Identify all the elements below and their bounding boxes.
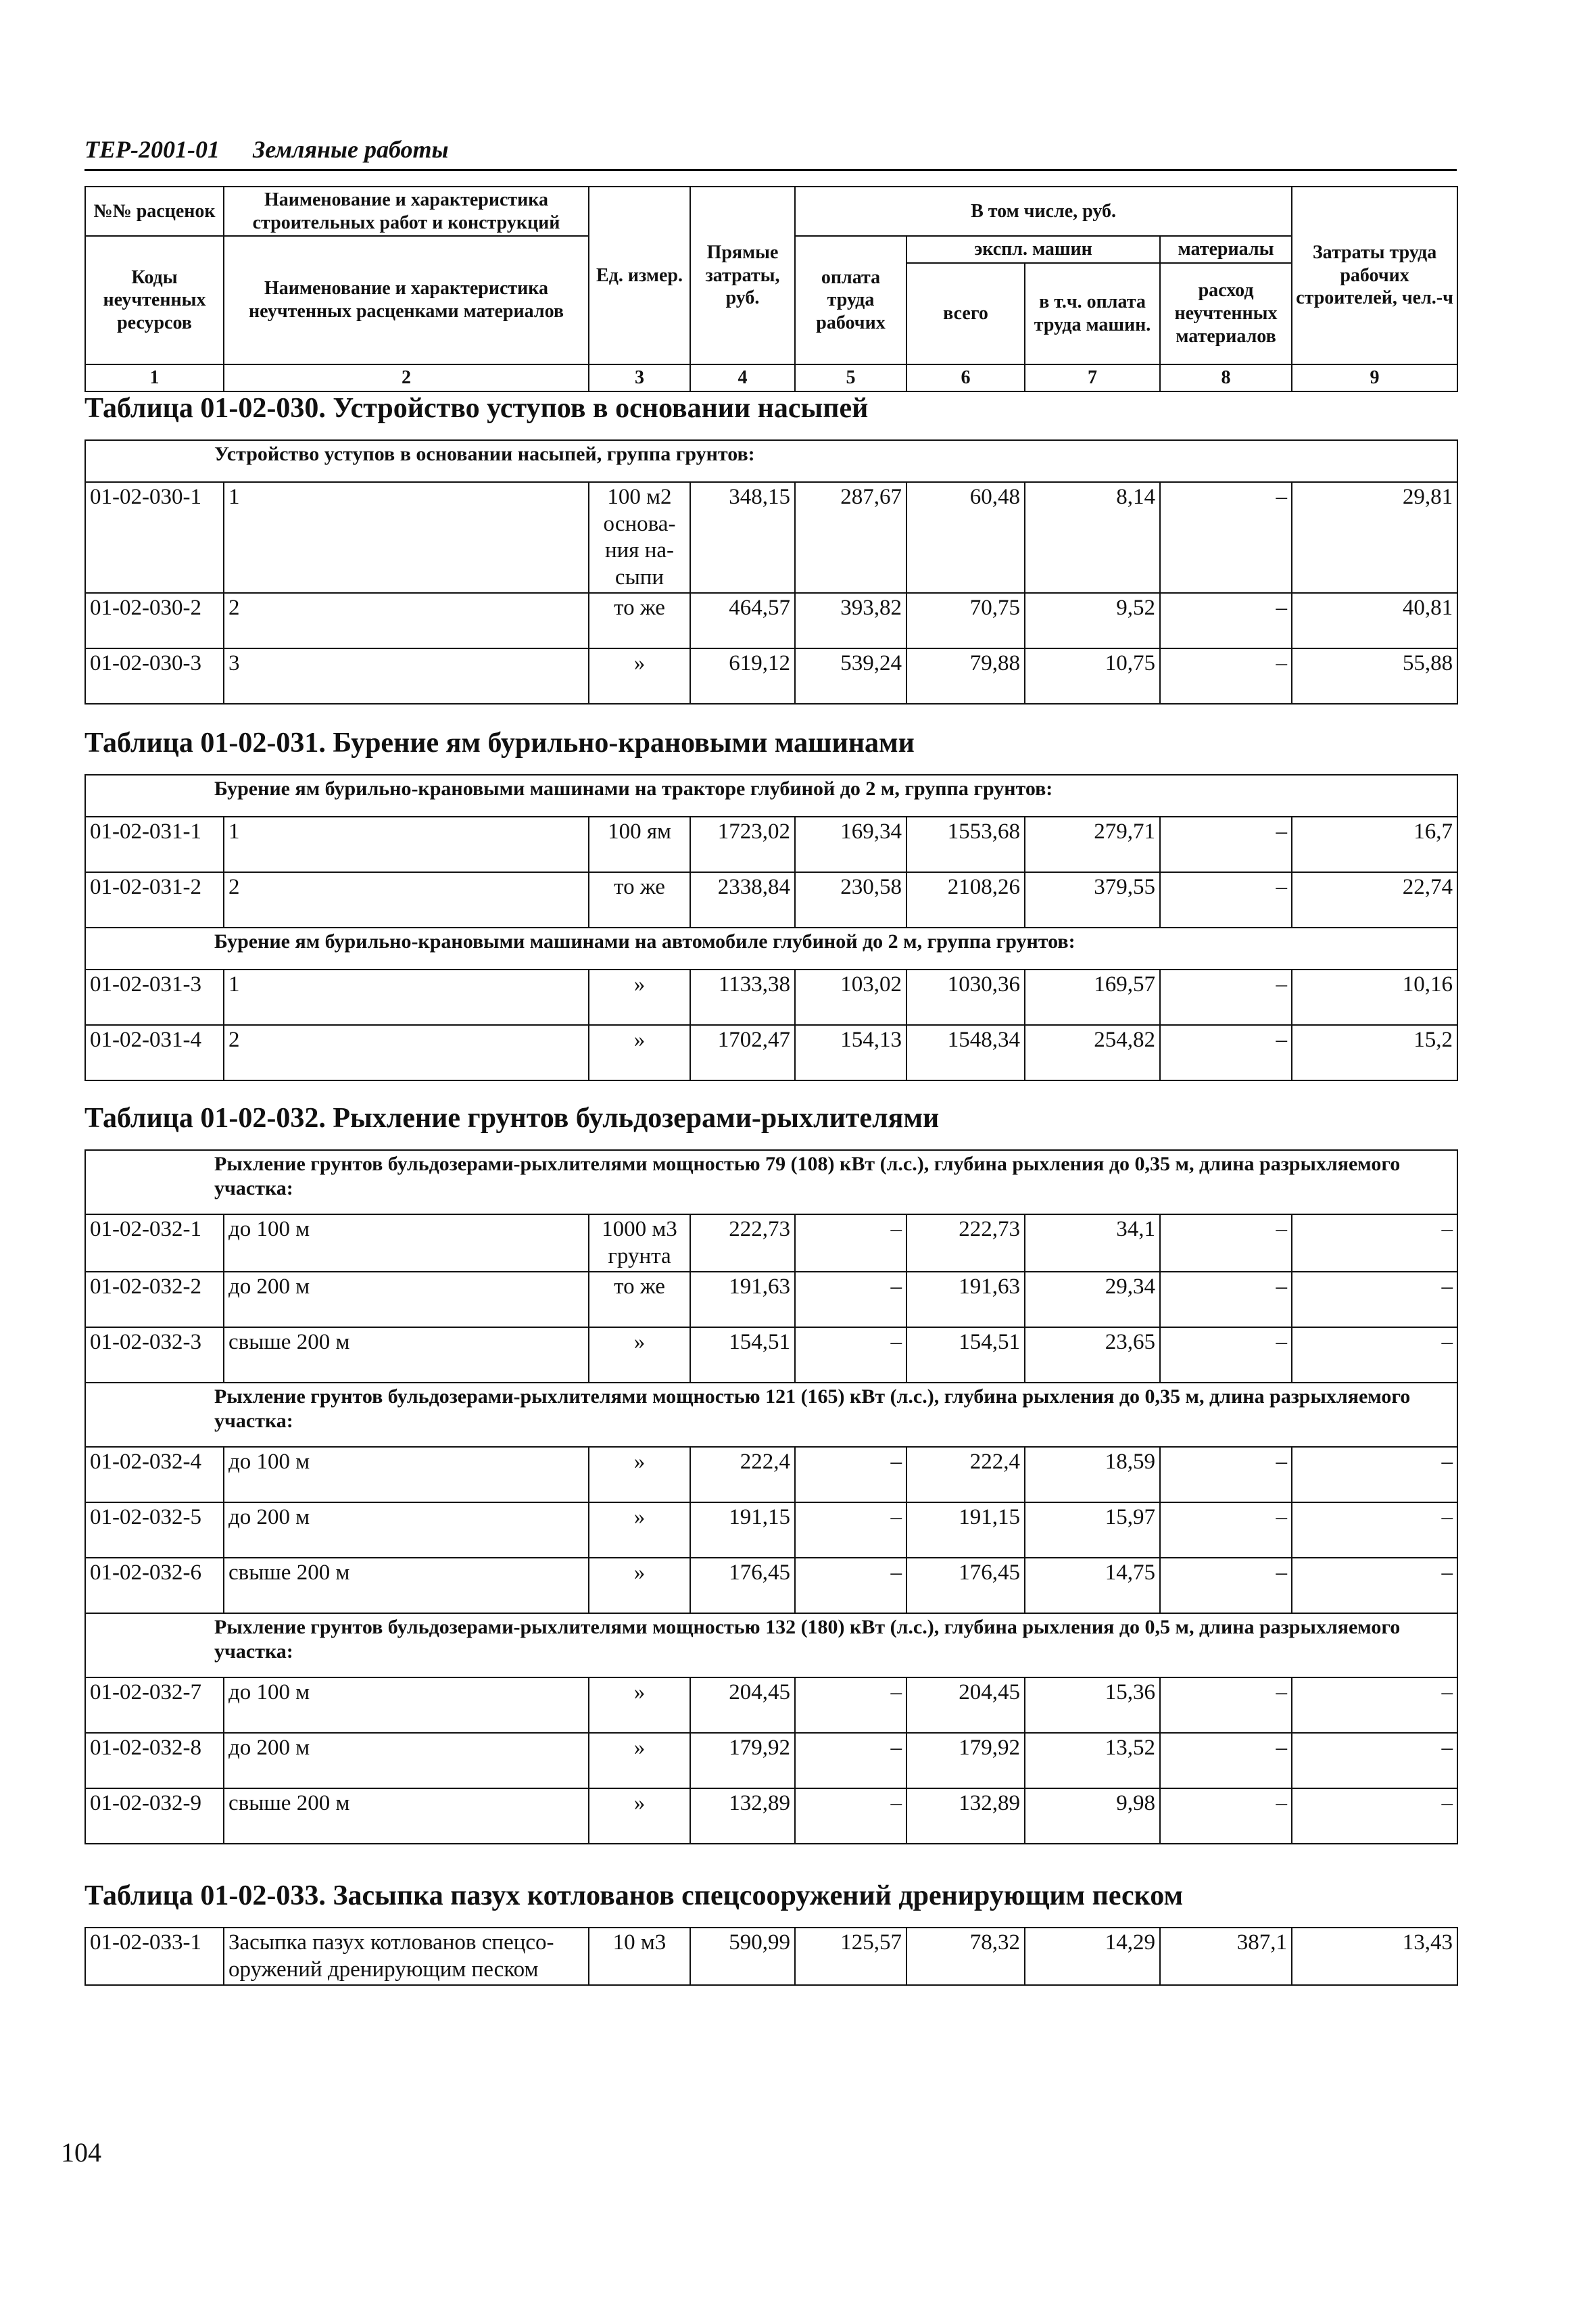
unit: 100 ям	[589, 817, 690, 872]
column-number: 8	[1160, 364, 1292, 391]
rate-code: 01-02-030-1	[85, 482, 224, 593]
unit: »	[589, 1558, 690, 1613]
unit: »	[589, 648, 690, 704]
labor-costs: 40,81	[1292, 593, 1457, 648]
machines-total: 132,89	[906, 1788, 1025, 1844]
running-header	[84, 135, 1457, 164]
header-rule	[84, 169, 1457, 171]
table-row	[85, 1447, 1457, 1502]
machines-total: 78,32	[906, 1928, 1025, 1985]
direct-costs: 222,4	[690, 1447, 795, 1502]
rate-name: до 100 м	[224, 1447, 589, 1502]
machines-labor-pay: 18,59	[1025, 1447, 1160, 1502]
unit: »	[589, 1447, 690, 1502]
rate-code: 01-02-032-9	[85, 1788, 224, 1844]
labor-costs: –	[1292, 1733, 1457, 1788]
table-row	[85, 1327, 1457, 1383]
labor-costs: 22,74	[1292, 872, 1457, 928]
unit: »	[589, 1025, 690, 1080]
rate-code: 01-02-032-2	[85, 1272, 224, 1327]
table-row	[85, 1272, 1457, 1327]
unit: то же	[589, 593, 690, 648]
machines-labor-pay: 8,14	[1025, 482, 1160, 593]
machines-labor-pay: 34,1	[1025, 1214, 1160, 1272]
direct-costs: 2338,84	[690, 872, 795, 928]
direct-costs: 132,89	[690, 1788, 795, 1844]
labor-costs-dash: –	[1160, 817, 1292, 872]
header-name-materials: Наименование и характеристика неучтенных расценками материалов	[224, 236, 589, 364]
rate-code: 01-02-032-1	[85, 1214, 224, 1272]
rate-code: 01-02-030-2	[85, 593, 224, 648]
labor-costs: –	[1292, 1677, 1457, 1733]
machines-total: 179,92	[906, 1733, 1025, 1788]
group-heading-row	[85, 928, 1457, 970]
rate-code: 01-02-032-4	[85, 1447, 224, 1502]
labor-costs: –	[1292, 1214, 1457, 1272]
page-number: 104	[61, 2137, 101, 2168]
rate-code: 01-02-032-7	[85, 1677, 224, 1733]
labor-pay: –	[795, 1272, 906, 1327]
labor-costs-dash: –	[1160, 1327, 1292, 1383]
rate-code: 01-02-031-2	[85, 872, 224, 928]
direct-costs: 1702,47	[690, 1025, 795, 1080]
machines-labor-pay: 169,57	[1025, 970, 1160, 1025]
unit: »	[589, 1733, 690, 1788]
table-033	[84, 1927, 1458, 1986]
table-title-030: Таблица 01-02-030. Устройство уступов в основании насыпей	[84, 393, 869, 424]
machines-labor-pay: 254,82	[1025, 1025, 1160, 1080]
header-name: Наименование и характеристика строительных работ и конструкций	[224, 187, 589, 236]
labor-pay: 393,82	[795, 593, 906, 648]
header-labor-costs: Затраты труда рабочих строителей, чел.-ч	[1292, 187, 1457, 364]
rate-name: 1	[224, 482, 589, 593]
machines-total: 60,48	[906, 482, 1025, 593]
table-row	[85, 1025, 1457, 1080]
column-number: 7	[1025, 364, 1160, 391]
table-title-033: Таблица 01-02-033. Засыпка пазух котлованов спецсооружений дренирующим песком	[84, 1880, 1184, 1911]
rate-code: 01-02-031-4	[85, 1025, 224, 1080]
labor-costs-dash: –	[1160, 648, 1292, 704]
labor-costs-dash: –	[1160, 970, 1292, 1025]
labor-pay: –	[795, 1558, 906, 1613]
table-row	[85, 1214, 1457, 1272]
table-row	[85, 872, 1457, 928]
direct-costs: 154,51	[690, 1327, 795, 1383]
table-row	[85, 482, 1457, 593]
header-direct-costs: Прямые затраты, руб.	[690, 187, 795, 364]
labor-costs-dash: –	[1160, 872, 1292, 928]
machines-labor-pay: 279,71	[1025, 817, 1160, 872]
header-machines: экспл. машин	[906, 236, 1160, 263]
labor-costs-dash: –	[1160, 1733, 1292, 1788]
rate-code: 01-02-032-5	[85, 1502, 224, 1558]
rate-name: до 200 м	[224, 1502, 589, 1558]
unit: »	[589, 1502, 690, 1558]
table-title-031: Таблица 01-02-031. Бурение ям бурильно-крановыми машинами	[84, 727, 915, 759]
column-number: 5	[795, 364, 906, 391]
labor-costs: 16,7	[1292, 817, 1457, 872]
table-032	[84, 1149, 1458, 1844]
direct-costs: 191,63	[690, 1272, 795, 1327]
header-materials: материалы	[1160, 236, 1292, 263]
table-032-body	[85, 1150, 1457, 1844]
rate-name: 2	[224, 593, 589, 648]
labor-costs-dash: –	[1160, 482, 1292, 593]
direct-costs: 204,45	[690, 1677, 795, 1733]
unit: 100 м2 основа-ния на-сыпи	[589, 482, 690, 593]
group-heading: Рыхление грунтов бульдозерами-рыхлителями мощностью 121 (165) кВт (л.с.), глубина рыхления до 0,35 м, длина разрыхляемого участка:	[85, 1383, 1457, 1447]
labor-costs-dash: –	[1160, 1558, 1292, 1613]
unit: 1000 м3 грунта	[589, 1214, 690, 1272]
group-heading: Рыхление грунтов бульдозерами-рыхлителями мощностью 132 (180) кВт (л.с.), глубина рыхления до 0,5 м, длина разрыхляемого участка:	[85, 1613, 1457, 1677]
labor-costs: 13,43	[1292, 1928, 1457, 1985]
unit: то же	[589, 1272, 690, 1327]
table-row	[85, 1558, 1457, 1613]
machines-total: 191,15	[906, 1502, 1025, 1558]
unit: то же	[589, 872, 690, 928]
header-machines-total: всего	[906, 263, 1025, 364]
machines-total: 1548,34	[906, 1025, 1025, 1080]
header-machines-labor: в т.ч. оплата труда машин.	[1025, 263, 1160, 364]
machines-labor-pay: 9,98	[1025, 1788, 1160, 1844]
table-031-body	[85, 775, 1457, 1080]
table-row	[85, 1733, 1457, 1788]
labor-costs: –	[1292, 1502, 1457, 1558]
header-materials-consumption: расход неучтенных материалов	[1160, 263, 1292, 364]
labor-pay: –	[795, 1733, 906, 1788]
unit: »	[589, 970, 690, 1025]
table-030-body	[85, 440, 1457, 704]
rate-name: 2	[224, 872, 589, 928]
machines-labor-pay: 29,34	[1025, 1272, 1160, 1327]
rate-name: до 200 м	[224, 1733, 589, 1788]
labor-costs: 29,81	[1292, 482, 1457, 593]
labor-costs: –	[1292, 1272, 1457, 1327]
unit: »	[589, 1788, 690, 1844]
column-number: 4	[690, 364, 795, 391]
labor-pay: 154,13	[795, 1025, 906, 1080]
labor-pay: –	[795, 1214, 906, 1272]
machines-labor-pay: 14,29	[1025, 1928, 1160, 1985]
direct-costs: 222,73	[690, 1214, 795, 1272]
labor-costs: 15,2	[1292, 1025, 1457, 1080]
machines-total: 222,4	[906, 1447, 1025, 1502]
labor-costs-dash: –	[1160, 1677, 1292, 1733]
machines-total: 191,63	[906, 1272, 1025, 1327]
machines-total: 70,75	[906, 593, 1025, 648]
header-unit: Ед. измер.	[589, 187, 690, 364]
machines-total: 154,51	[906, 1327, 1025, 1383]
machines-labor-pay: 13,52	[1025, 1733, 1160, 1788]
labor-pay: 287,67	[795, 482, 906, 593]
rate-code: 01-02-032-3	[85, 1327, 224, 1383]
labor-costs-dash: –	[1160, 1502, 1292, 1558]
rate-name: Засыпка пазух котлованов спецсо-оружений дренирующим песком	[224, 1928, 589, 1985]
machines-total: 204,45	[906, 1677, 1025, 1733]
table-030	[84, 439, 1458, 705]
group-heading: Рыхление грунтов бульдозерами-рыхлителями мощностью 79 (108) кВт (л.с.), глубина рыхления до 0,35 м, длина разрыхляемого участка:	[85, 1150, 1457, 1214]
direct-costs: 179,92	[690, 1733, 795, 1788]
rate-code: 01-02-032-8	[85, 1733, 224, 1788]
group-heading: Бурение ям бурильно-крановыми машинами на тракторе глубиной до 2 м, группа грунтов:	[85, 775, 1457, 817]
machines-labor-pay: 15,97	[1025, 1502, 1160, 1558]
rate-name: свыше 200 м	[224, 1327, 589, 1383]
table-row	[85, 970, 1457, 1025]
unit: 10 м3	[589, 1928, 690, 1985]
group-heading-row	[85, 775, 1457, 817]
group-heading-row	[85, 1383, 1457, 1447]
column-number: 1	[85, 364, 224, 391]
direct-costs: 1133,38	[690, 970, 795, 1025]
header-labor-pay: оплата труда рабочих	[795, 236, 906, 364]
group-heading-row	[85, 1613, 1457, 1677]
direct-costs: 176,45	[690, 1558, 795, 1613]
table-row	[85, 1502, 1457, 1558]
labor-costs-dash: –	[1160, 1788, 1292, 1844]
labor-costs-dash: –	[1160, 593, 1292, 648]
document-section-title: Земляные работы	[252, 136, 449, 163]
machines-labor-pay: 23,65	[1025, 1327, 1160, 1383]
direct-costs: 1723,02	[690, 817, 795, 872]
group-heading: Устройство уступов в основании насыпей, группа грунтов:	[85, 440, 1457, 482]
machines-labor-pay: 9,52	[1025, 593, 1160, 648]
labor-costs: –	[1292, 1447, 1457, 1502]
labor-pay: –	[795, 1677, 906, 1733]
header-rate-no: №№ расценок	[85, 187, 224, 236]
direct-costs: 590,99	[690, 1928, 795, 1985]
rate-name: свыше 200 м	[224, 1558, 589, 1613]
labor-costs-dash: –	[1160, 1025, 1292, 1080]
labor-costs: –	[1292, 1327, 1457, 1383]
direct-costs: 619,12	[690, 648, 795, 704]
rate-code: 01-02-033-1	[85, 1928, 224, 1985]
labor-costs: 10,16	[1292, 970, 1457, 1025]
column-header-table	[84, 186, 1458, 392]
labor-pay: 539,24	[795, 648, 906, 704]
rate-name: 2	[224, 1025, 589, 1080]
machines-total: 1553,68	[906, 817, 1025, 872]
labor-costs-dash: –	[1160, 1272, 1292, 1327]
machines-labor-pay: 379,55	[1025, 872, 1160, 928]
materials: 387,1	[1160, 1928, 1292, 1985]
rate-name: свыше 200 м	[224, 1788, 589, 1844]
group-heading-row	[85, 1150, 1457, 1214]
direct-costs: 464,57	[690, 593, 795, 648]
machines-total: 222,73	[906, 1214, 1025, 1272]
table-title-032: Таблица 01-02-032. Рыхление грунтов бульдозерами-рыхлителями	[84, 1103, 940, 1134]
direct-costs: 191,15	[690, 1502, 795, 1558]
table-row	[85, 593, 1457, 648]
machines-total: 2108,26	[906, 872, 1025, 928]
unit: »	[589, 1677, 690, 1733]
labor-costs-dash: –	[1160, 1214, 1292, 1272]
table-row	[85, 817, 1457, 872]
machines-labor-pay: 15,36	[1025, 1677, 1160, 1733]
machines-labor-pay: 14,75	[1025, 1558, 1160, 1613]
table-row	[85, 648, 1457, 704]
direct-costs: 348,15	[690, 482, 795, 593]
labor-pay: –	[795, 1788, 906, 1844]
rate-code: 01-02-032-6	[85, 1558, 224, 1613]
rate-name: 1	[224, 970, 589, 1025]
rate-name: до 100 м	[224, 1677, 589, 1733]
table-row	[85, 1928, 1457, 1985]
unit: »	[589, 1327, 690, 1383]
labor-pay: –	[795, 1447, 906, 1502]
labor-costs: –	[1292, 1788, 1457, 1844]
machines-total: 176,45	[906, 1558, 1025, 1613]
rate-code: 01-02-030-3	[85, 648, 224, 704]
header-codes: Коды неучтенных ресурсов	[85, 236, 224, 364]
labor-costs-dash: –	[1160, 1447, 1292, 1502]
column-number: 6	[906, 364, 1025, 391]
rate-name: до 200 м	[224, 1272, 589, 1327]
rate-name: 1	[224, 817, 589, 872]
machines-labor-pay: 10,75	[1025, 648, 1160, 704]
machines-total: 79,88	[906, 648, 1025, 704]
labor-pay: –	[795, 1502, 906, 1558]
header-including: В том числе, руб.	[795, 187, 1292, 236]
labor-pay: –	[795, 1327, 906, 1383]
labor-pay: 169,34	[795, 817, 906, 872]
table-row	[85, 1677, 1457, 1733]
labor-costs: 55,88	[1292, 648, 1457, 704]
table-033-body	[85, 1928, 1457, 1985]
labor-pay: 125,57	[795, 1928, 906, 1985]
group-heading: Бурение ям бурильно-крановыми машинами на автомобиле глубиной до 2 м, группа грунтов:	[85, 928, 1457, 970]
labor-pay: 103,02	[795, 970, 906, 1025]
column-number: 9	[1292, 364, 1457, 391]
rate-name: 3	[224, 648, 589, 704]
rate-name: до 100 м	[224, 1214, 589, 1272]
document-code: ТЕР-2001-01	[84, 136, 220, 163]
machines-total: 1030,36	[906, 970, 1025, 1025]
table-row	[85, 1788, 1457, 1844]
table-031	[84, 774, 1458, 1081]
column-number: 3	[589, 364, 690, 391]
labor-costs: –	[1292, 1558, 1457, 1613]
labor-pay: 230,58	[795, 872, 906, 928]
rate-code: 01-02-031-3	[85, 970, 224, 1025]
rate-code: 01-02-031-1	[85, 817, 224, 872]
column-number: 2	[224, 364, 589, 391]
